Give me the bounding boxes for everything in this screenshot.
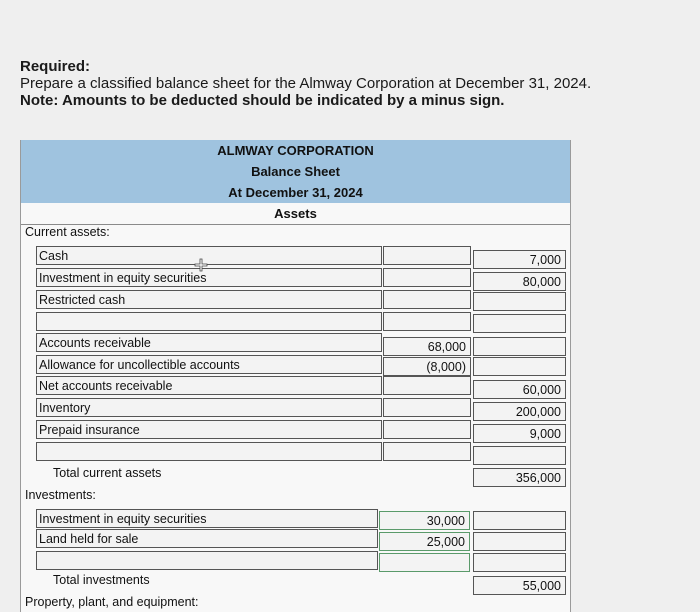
prepaid-label[interactable]: Prepaid insurance [36, 420, 382, 439]
blank-row2-label[interactable] [36, 442, 382, 461]
ppe-label: Property, plant, and equipment: [25, 595, 199, 609]
net-ar-col2-input[interactable] [383, 376, 471, 395]
inv-equity2-col3-input[interactable] [473, 511, 566, 530]
prepaid-col3-input[interactable]: 9,000 [473, 424, 566, 443]
required-heading: Required: [20, 58, 91, 75]
cash-col2-input[interactable] [383, 246, 471, 265]
allowance-label[interactable]: Allowance for uncollectible accounts [36, 355, 382, 374]
ar-col3-input[interactable] [473, 337, 566, 356]
cash-col3-input[interactable]: 7,000 [473, 250, 566, 269]
land-col3-input[interactable] [473, 532, 566, 551]
inventory-label[interactable]: Inventory [36, 398, 382, 417]
invest-equity-label[interactable]: Investment in equity securities [36, 268, 382, 287]
blank-row3-col2-input[interactable] [379, 553, 470, 572]
blank-row-col3-input[interactable] [473, 314, 566, 333]
blank-row2-col3-input[interactable] [473, 446, 566, 465]
restricted-cash-col2-input[interactable] [383, 290, 471, 309]
statement-date: At December 31, 2024 [21, 182, 570, 204]
instructions [20, 58, 680, 109]
prepaid-col2-input[interactable] [383, 420, 471, 439]
required-note: Note: Amounts to be deducted should be indicated by a minus sign. [20, 92, 505, 109]
statement-title: Balance Sheet [21, 161, 570, 183]
blank-row3-label[interactable] [36, 551, 378, 570]
inv-equity2-label[interactable]: Investment in equity securities [36, 509, 378, 528]
restricted-cash-label[interactable]: Restricted cash [36, 290, 382, 309]
inventory-col2-input[interactable] [383, 398, 471, 417]
net-ar-col3-input[interactable]: 60,000 [473, 380, 566, 399]
total-investments-col3-input[interactable]: 55,000 [473, 576, 566, 595]
company-name: ALMWAY CORPORATION [21, 140, 570, 162]
blank-row-col2-input[interactable] [383, 312, 471, 331]
land-col2-input[interactable]: 25,000 [379, 532, 470, 551]
invest-equity-col2-input[interactable] [383, 268, 471, 287]
total-current-col3-input[interactable]: 356,000 [473, 468, 566, 487]
invest-equity-col3-input[interactable]: 80,000 [473, 272, 566, 291]
inventory-col3-input[interactable]: 200,000 [473, 402, 566, 421]
required-text: Prepare a classified balance sheet for the Almway Corporation at December 31, 2024. [20, 75, 592, 92]
inv-equity2-col2-input[interactable]: 30,000 [379, 511, 470, 530]
total-current-label: Total current assets [53, 466, 162, 480]
blank-row-label[interactable] [36, 312, 382, 331]
section-heading: Assets [21, 203, 570, 225]
current-assets-label: Current assets: [25, 225, 110, 239]
ar-col2-input[interactable]: 68,000 [383, 337, 471, 356]
investments-label: Investments: [25, 488, 96, 502]
blank-row3-col3-input[interactable] [473, 553, 566, 572]
cash-label[interactable]: Cash [36, 246, 382, 265]
restricted-cash-col3-input[interactable] [473, 292, 566, 311]
blank-row2-col2-input[interactable] [383, 442, 471, 461]
allowance-col2-input[interactable]: (8,000) [383, 357, 471, 376]
total-investments-label: Total investments [53, 573, 150, 587]
land-label[interactable]: Land held for sale [36, 529, 378, 548]
plus-cursor-icon [194, 258, 208, 272]
allowance-col3-input[interactable] [473, 357, 566, 376]
ar-label[interactable]: Accounts receivable [36, 333, 382, 352]
net-ar-label[interactable]: Net accounts receivable [36, 376, 382, 395]
